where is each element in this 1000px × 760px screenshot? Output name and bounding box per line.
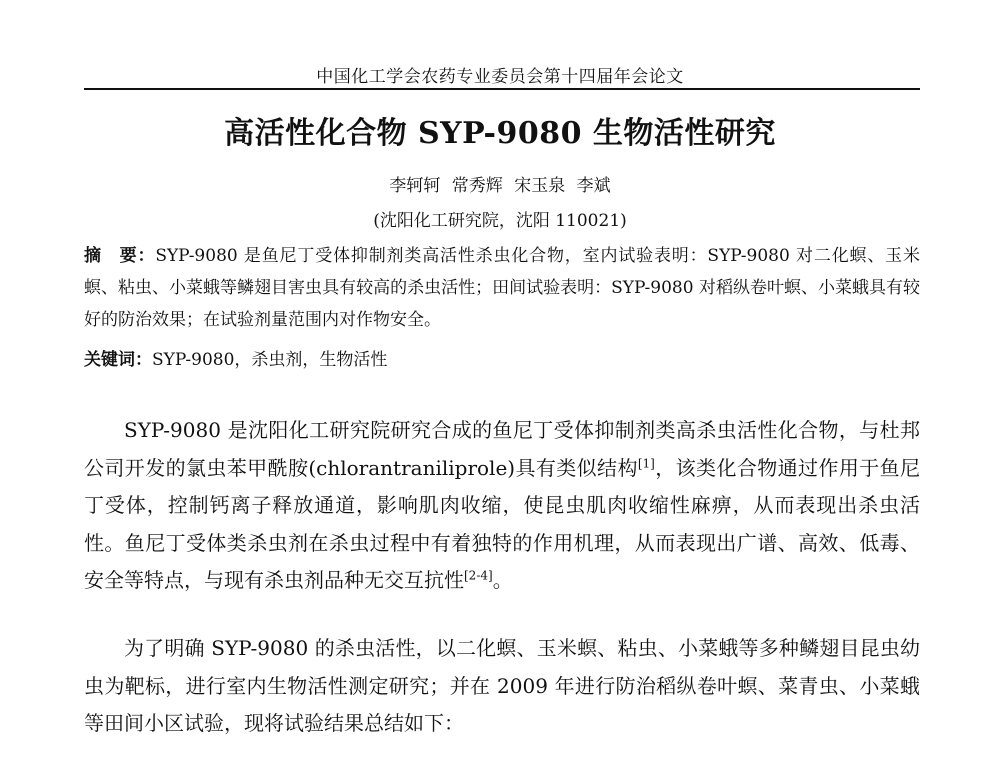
- abstract: [84, 240, 920, 336]
- paragraph-1-text-a: SYP-9080 是沈阳化工研究院研究合成的鱼尼丁受体抑制剂类高杀虫活性化合物，与杜邦公司开发的氯虫苯甲酰胺(chlorantraniliprole)具有类似结构: [84, 418, 920, 480]
- abstract-text: SYP-9080 是鱼尼丁受体抑制剂类高活性杀虫化合物，室内试验表明：SYP-9080 对二化螟、玉米螟、粘虫、小菜蛾等鳞翅目害虫具有较高的杀虫活性；田间试验表明：SYP-9080 对稻纵卷叶螟、小菜蛾具有较好的防治效果；在试验剂量范围内对作物安全。: [84, 246, 921, 330]
- keywords-label: 关键词：: [84, 350, 152, 370]
- citation-ref-2-4: [2-4]: [464, 568, 493, 583]
- citation-ref-1: [1]: [637, 455, 655, 470]
- body-paragraph-1: [84, 412, 920, 600]
- affiliation: (沈阳化工研究院，沈阳 110021): [373, 211, 627, 231]
- paper-title: 高活性化合物 SYP-9080 生物活性研究: [224, 116, 776, 151]
- keywords: [84, 344, 920, 376]
- author-list: 李轲轲 常秀辉 宋玉泉 李斌: [389, 176, 611, 196]
- paragraph-1-text-b: ，该类化合物通过作用于鱼尼丁受体，控制钙离子释放通道，影响肌肉收缩，使昆虫肌肉收缩性麻痹，从而表现出杀虫活性。鱼尼丁受体类杀虫剂在杀虫过程中有着独特的作用机理，从而表现出广谱、高效、低毒、安全等特点，与现有杀虫剂品种无交互抗性: [84, 455, 921, 592]
- running-header: 中国化工学会农药专业委员会第十四届年会论文: [316, 67, 684, 87]
- keywords-text: SYP-9080，杀虫剂，生物活性: [152, 350, 388, 370]
- header-rule: [84, 88, 920, 90]
- body-paragraph-2: 为了明确 SYP-9080 的杀虫活性，以二化螟、玉米螟、粘虫、小菜蛾等多种鳞翅目昆虫幼虫为靶标，进行室内生物活性测定研究；并在 2009 年进行防治稻纵卷叶螟、菜青虫、小菜蛾等田间小区试验，现将试验结果总结如下：: [84, 636, 920, 735]
- abstract-label: 摘 要：: [84, 246, 156, 266]
- paragraph-1-text-c: 。: [492, 568, 513, 592]
